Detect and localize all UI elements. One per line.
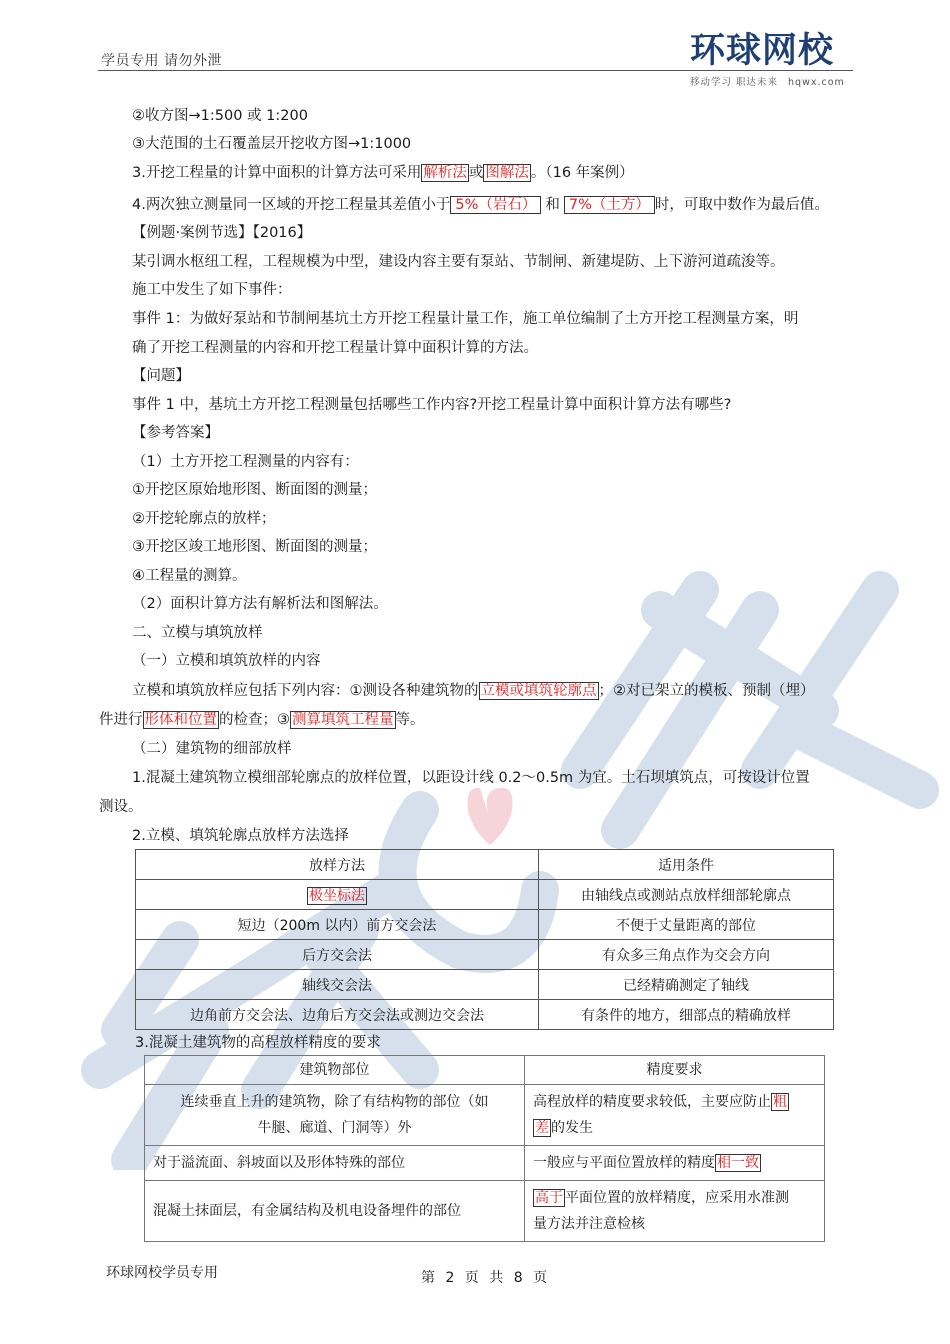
- table-row: [136, 880, 834, 910]
- table-cell: 高于 平面位置的放样精度，应采用水准测 量方法并注意检核: [525, 1181, 825, 1242]
- table-header-cell: 精度要求: [525, 1056, 825, 1085]
- highlight-higher: 高于: [535, 1190, 563, 1206]
- logo-tagline: 移动学习 职达未来: [690, 77, 779, 88]
- table-header-cell: 放样方法: [136, 850, 539, 880]
- footer-label: 环球网校学员专用: [106, 1265, 218, 1281]
- text-line: ①开挖区原始地形图、断面图的测量；: [132, 482, 377, 498]
- text-line: ③开挖区竣工地形图、断面图的测量；: [132, 539, 377, 555]
- text-line: 【例题·案例节选】【2016】: [132, 225, 312, 241]
- layout-method-table: [135, 849, 834, 1030]
- table-cell: 一般应与平面位置放样的精度 相一致: [525, 1146, 825, 1181]
- table-cell: 边角前方交会法、边角后方交会法或测边交会法: [136, 1000, 539, 1030]
- table-cell: 高程放样的精度要求较低，主要应防止 粗 差 的发生: [525, 1085, 825, 1146]
- table-cell: 对于溢流面、斜坡面以及形体特殊的部位: [145, 1146, 525, 1181]
- text-line: 【参考答案】: [132, 425, 219, 441]
- text-line: 件进行 形体和位置 的检查；③ 测算填筑工程量 等。: [99, 712, 425, 728]
- highlight-gross-error: 粗: [773, 1094, 787, 1110]
- table-cell: 不便于丈量距离的部位: [539, 910, 834, 940]
- table-cell: 短边（200m 以内）前方交会法: [136, 910, 539, 940]
- highlight-fill-quantity: 测算填筑工程量: [292, 712, 394, 728]
- table-cell: 后方交会法: [136, 940, 539, 970]
- highlight-analytic-method: 解析法: [423, 165, 467, 181]
- section-heading: 二、立模与填筑放样: [132, 625, 263, 641]
- highlight-shape-position: 形体和位置: [144, 712, 217, 728]
- table-header-row: [136, 850, 834, 880]
- table-row: [136, 1000, 834, 1030]
- text-line: 立模和填筑放样应包括下列内容：①测设各种建筑物的 立模或填筑轮廓点 ；②对已架立的模板、预制（埋）: [132, 683, 815, 699]
- text-line: 事件 1 中，基坑土方开挖工程测量包括哪些工作内容?开挖工程量计算中面积计算方法有哪些?: [132, 397, 732, 413]
- text-line: 确了开挖工程测量的内容和开挖工程量计算中面积计算的方法。: [132, 340, 538, 356]
- logo-tagline-row: [690, 74, 865, 88]
- table-header-row: [145, 1056, 825, 1085]
- logo-url: hqwx.com: [788, 77, 845, 88]
- table-cell: [136, 880, 539, 910]
- highlight-graphic-method: 图解法: [485, 165, 529, 181]
- table-cell: 轴线交会法: [136, 970, 539, 1000]
- table-cell: 连续垂直上升的建筑物，除了有结构物的部位（如 牛腿、廊道、门洞等）外: [145, 1085, 525, 1146]
- table-header-cell: 建筑物部位: [145, 1056, 525, 1085]
- table-row: [145, 1146, 825, 1181]
- table-cell: 由轴线点或测站点放样细部轮廓点: [539, 880, 834, 910]
- highlight-rock-tolerance: 5%（岩石）: [450, 196, 541, 214]
- text-line: （2）面积计算方法有解析法和图解法。: [132, 596, 388, 612]
- table-row: [136, 910, 834, 940]
- text-line: 事件 1：为做好泵站和节制闸基坑土方开挖工程量计量工作，施工单位编制了土方开挖工程测量方案，明: [132, 311, 799, 327]
- text-line: ②收方图→1:500 或 1:200: [132, 108, 308, 124]
- highlight-polar-method: 极坐标法: [309, 887, 365, 904]
- text-line: 1.混凝土建筑物立模细部轮廓点的放样位置，以距设计线 0.2～0.5m 为宜。土石坝填筑点，可按设计位置: [132, 770, 810, 786]
- highlight-consistent: 相一致: [717, 1155, 759, 1171]
- text-line: 4.两次独立测量同一区域的开挖工程量其差值小于 5%（岩石） 和 7%（土方） 时，可取中数作为最后值。: [132, 197, 829, 213]
- subsection-heading: （二）建筑物的细部放样: [132, 741, 292, 757]
- text-line: 3.开挖工程量的计算中面积的计算方法可采用 解析法 或 图解法 。（16 年案例）: [132, 165, 634, 181]
- header-label: 学员专用 请勿外泄: [101, 53, 222, 69]
- table-row: [136, 940, 834, 970]
- elevation-precision-table: [144, 1055, 825, 1242]
- subsection-heading: （一）立模和填筑放样的内容: [132, 653, 321, 669]
- table-row: [145, 1085, 825, 1146]
- text-line: ③大范围的土石覆盖层开挖收方图→1:1000: [132, 136, 412, 152]
- table-row: [145, 1181, 825, 1242]
- page-number: 第 2 页 共 8 页: [421, 1270, 551, 1286]
- text-line: ②开挖轮廓点的放样；: [132, 511, 276, 527]
- highlight-formwork-points: 立模或填筑轮廓点: [480, 683, 597, 699]
- text-line: 测设。: [99, 799, 143, 815]
- table-cell: 有条件的地方，细部点的精确放样: [539, 1000, 834, 1030]
- text-line: 施工中发生了如下事件：: [132, 282, 292, 298]
- table-cell: 有众多三角点作为交会方向: [539, 940, 834, 970]
- text-line: 【问题】: [132, 368, 190, 384]
- table-header-cell: 适用条件: [539, 850, 834, 880]
- table-cell: 混凝土抹面层，有金属结构及机电设备埋件的部位: [145, 1181, 525, 1242]
- brand-logo: [690, 32, 865, 90]
- table-caption: 2.立模、填筑轮廓点放样方法选择: [132, 828, 349, 844]
- text-line: ④工程量的测算。: [132, 568, 247, 584]
- logo-text: 环球网校: [690, 31, 835, 71]
- table-row: [136, 970, 834, 1000]
- highlight-soil-tolerance: 7%（土方）: [564, 196, 655, 214]
- table-caption: 3.混凝土建筑物的高程放样精度的要求: [135, 1035, 381, 1051]
- text-line: 某引调水枢纽工程，工程规模为中型，建设内容主要有泵站、节制闸、新建堤防、上下游河道疏浚等。: [132, 254, 785, 270]
- table-cell: 已经精确测定了轴线: [539, 970, 834, 1000]
- text-line: （1）土方开挖工程测量的内容有：: [132, 454, 359, 470]
